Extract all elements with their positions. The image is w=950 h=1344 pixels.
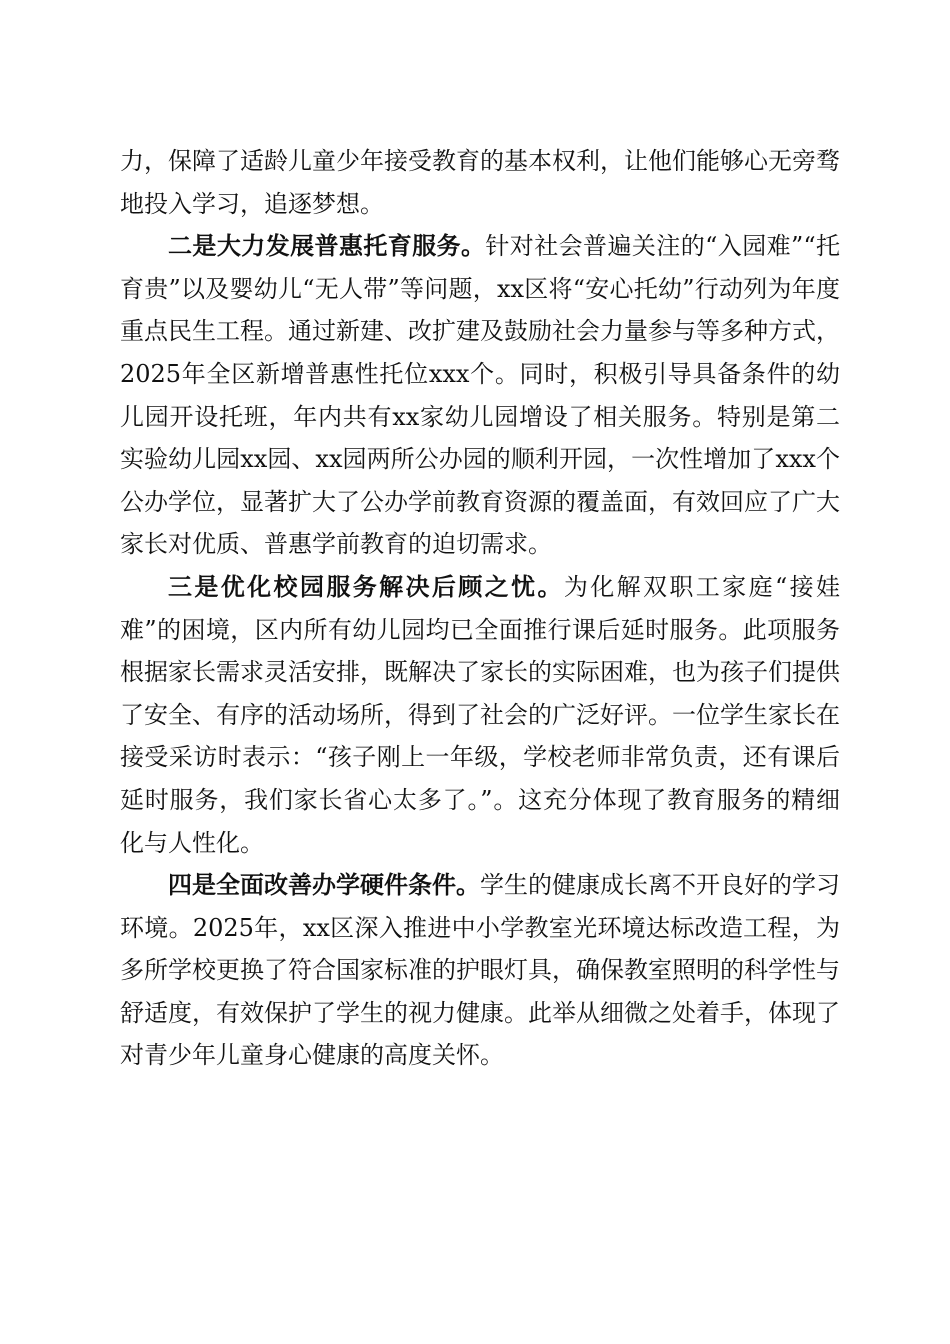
paragraph-text: 针对社会普遍关注的“入园难”“托育贵”以及婴幼儿“无人带”等问题，xx区将“安心托幼”行动列为年度重点民生工程。通过新建、改扩建及鼓励社会力量参与等多种方式，2025年全区新增普惠性托位xxx个。同时，积极引导具备条件的幼儿园开设托班，年内共有xx家幼儿园增设了相关服务。特别是第二实验幼儿园xx园、xx园两所公办园的顺利开园，一次性增加了xxx个公办学位，显著扩大了公办学前教育资源的覆盖面，有效回应了广大家长对优质、普惠学前教育的迫切需求。 [120,232,840,559]
paragraph-facilities [120,864,840,1077]
paragraph-continuation [120,140,840,225]
paragraph-heading: 二是大力发展普惠托育服务。 [168,231,486,261]
paragraph-text: 为化解双职工家庭“接娃难”的困境，区内所有幼儿园均已全面推行课后延时服务。此项服务根据家长需求灵活安排，既解决了家长的实际困难，也为孩子们提供了安全、有序的活动场所，得到了社会的广泛好评。一位学生家长在接受采访时表示：“孩子刚上一年级，学校老师非常负责，还有课后延时服务，我们家长省心太多了。”。这充分体现了教育服务的精细化与人性化。 [120,572,841,857]
paragraph-campus-service [120,566,840,864]
paragraph-heading: 三是优化校园服务解决后顾之忧。 [168,571,564,601]
document-body [120,140,840,1077]
paragraph-text: 力，保障了适龄儿童少年接受教育的基本权利，让他们能够心无旁骛地投入学习，追逐梦想。 [120,147,840,218]
paragraph-childcare [120,225,840,566]
paragraph-text: 学生的健康成长离不开良好的学习环境。2025年，xx区深入推进中小学教室光环境达标改造工程，为多所学校更换了符合国家标准的护眼灯具，确保教室照明的科学性与舒适度，有效保护了学生的视力健康。此举从细微之处着手，体现了对青少年儿童身心健康的高度关怀。 [120,871,840,1070]
paragraph-heading: 四是全面改善办学硬件条件。 [168,870,480,900]
